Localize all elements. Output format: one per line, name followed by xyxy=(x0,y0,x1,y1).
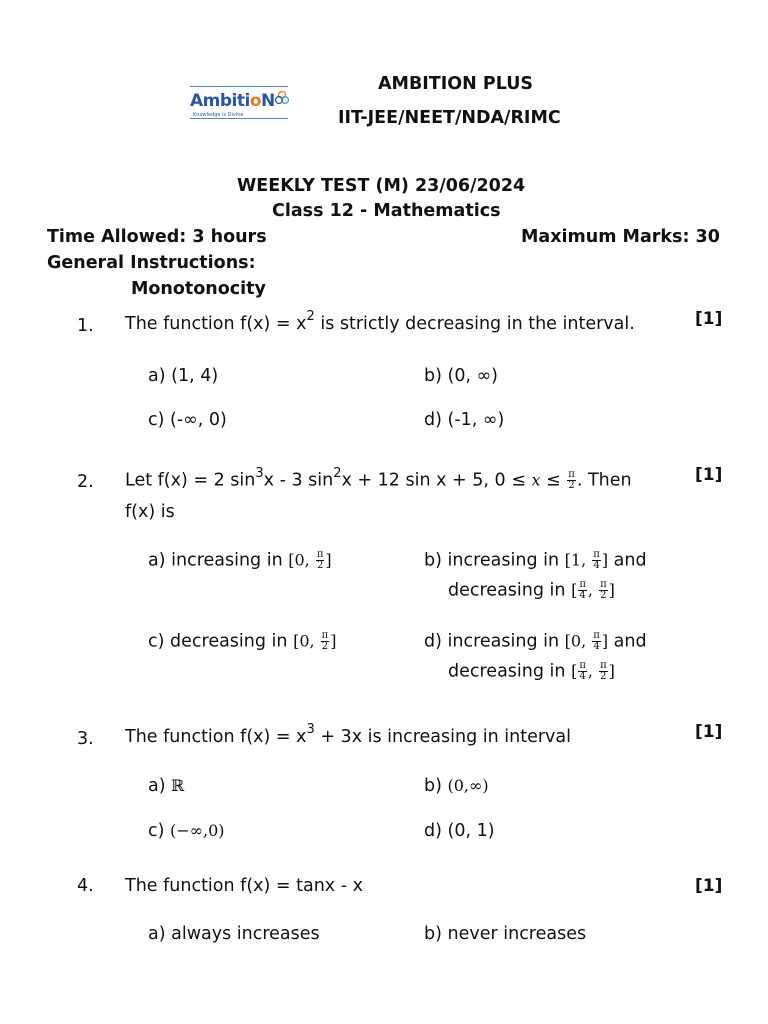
maximum-marks: Maximum Marks: 30 xyxy=(521,227,720,247)
option-b: b) (0, ∞) xyxy=(424,366,498,386)
logo-wordmark: AmbitioN xyxy=(190,91,275,111)
option-a: a) (1, 4) xyxy=(148,366,219,386)
option-d-line2: decreasing in [ $\frac{\pi}{4}$ , $\frac{\pi}{2}$ ] xyxy=(448,660,615,682)
option-b-line2: decreasing in [ $\frac{\pi}{4}$ , $\frac{\pi}{2}$ ] xyxy=(448,579,615,601)
logo-top-rule xyxy=(190,86,288,87)
option-a: a) always increases xyxy=(148,924,320,944)
question-text: The function $f(x) = x^2$ is strictly decreasing in the interval. xyxy=(125,309,635,334)
class-subject: Class 12 - Mathematics xyxy=(272,201,501,221)
option-c: c) (−∞,0) xyxy=(148,821,225,841)
question-text: Let f(x) = 2 $\sin^3x - 3$ $\sin^2x + 12$ sin x + 5, 0 ≤ x ≤ $\frac{\pi}{2}$ . Then xyxy=(125,465,632,491)
institute-name: AMBITION PLUS xyxy=(378,74,534,94)
knot-icon xyxy=(274,90,290,106)
question-marks: [1] xyxy=(695,309,723,329)
logo-bottom-rule xyxy=(190,118,288,119)
option-d: d) (-1, ∞) xyxy=(424,410,505,430)
option-b: b) never increases xyxy=(424,924,587,944)
question-number: 4. xyxy=(77,876,94,896)
option-b: b) (0,∞) xyxy=(424,776,489,796)
instructions-label: General Instructions: xyxy=(47,253,256,273)
question-text: The function $f(x) = x^3 + 3x$ is increasing in interval xyxy=(125,722,572,747)
question-number: 2. xyxy=(77,472,94,492)
exam-list: IIT-JEE/NEET/NDA/RIMC xyxy=(338,108,561,128)
question-number: 3. xyxy=(77,729,94,749)
option-c: c) decreasing in [0, $\frac{\pi}{2}$ ] xyxy=(148,630,337,652)
question-number: 1. xyxy=(77,316,94,336)
test-title: WEEKLY TEST (M) 23/06/2024 xyxy=(237,176,526,196)
question-text: The function f(x) = tanx - x xyxy=(125,876,363,896)
question-text-line2: f(x) is xyxy=(125,502,175,522)
time-allowed: Time Allowed: 3 hours xyxy=(47,227,267,247)
option-c: c) (-∞, 0) xyxy=(148,410,227,430)
question-marks: [1] xyxy=(695,465,723,485)
option-d: d) increasing in [0, $\frac{\pi}{4}$ ] and xyxy=(424,630,647,652)
option-b: b) increasing in [1, $\frac{\pi}{4}$ ] and xyxy=(424,549,647,571)
option-a: a) increasing in [0, $\frac{\pi}{2}$ ] xyxy=(148,549,332,571)
topic-heading: Monotonocity xyxy=(131,279,266,299)
ambition-logo xyxy=(190,54,294,144)
question-marks: [1] xyxy=(695,876,723,896)
question-marks: [1] xyxy=(695,722,723,742)
option-d: d) (0, 1) xyxy=(424,821,495,841)
logo-tagline: Knowledge is Divine xyxy=(193,112,244,118)
option-a: a) ℝ xyxy=(148,776,185,796)
